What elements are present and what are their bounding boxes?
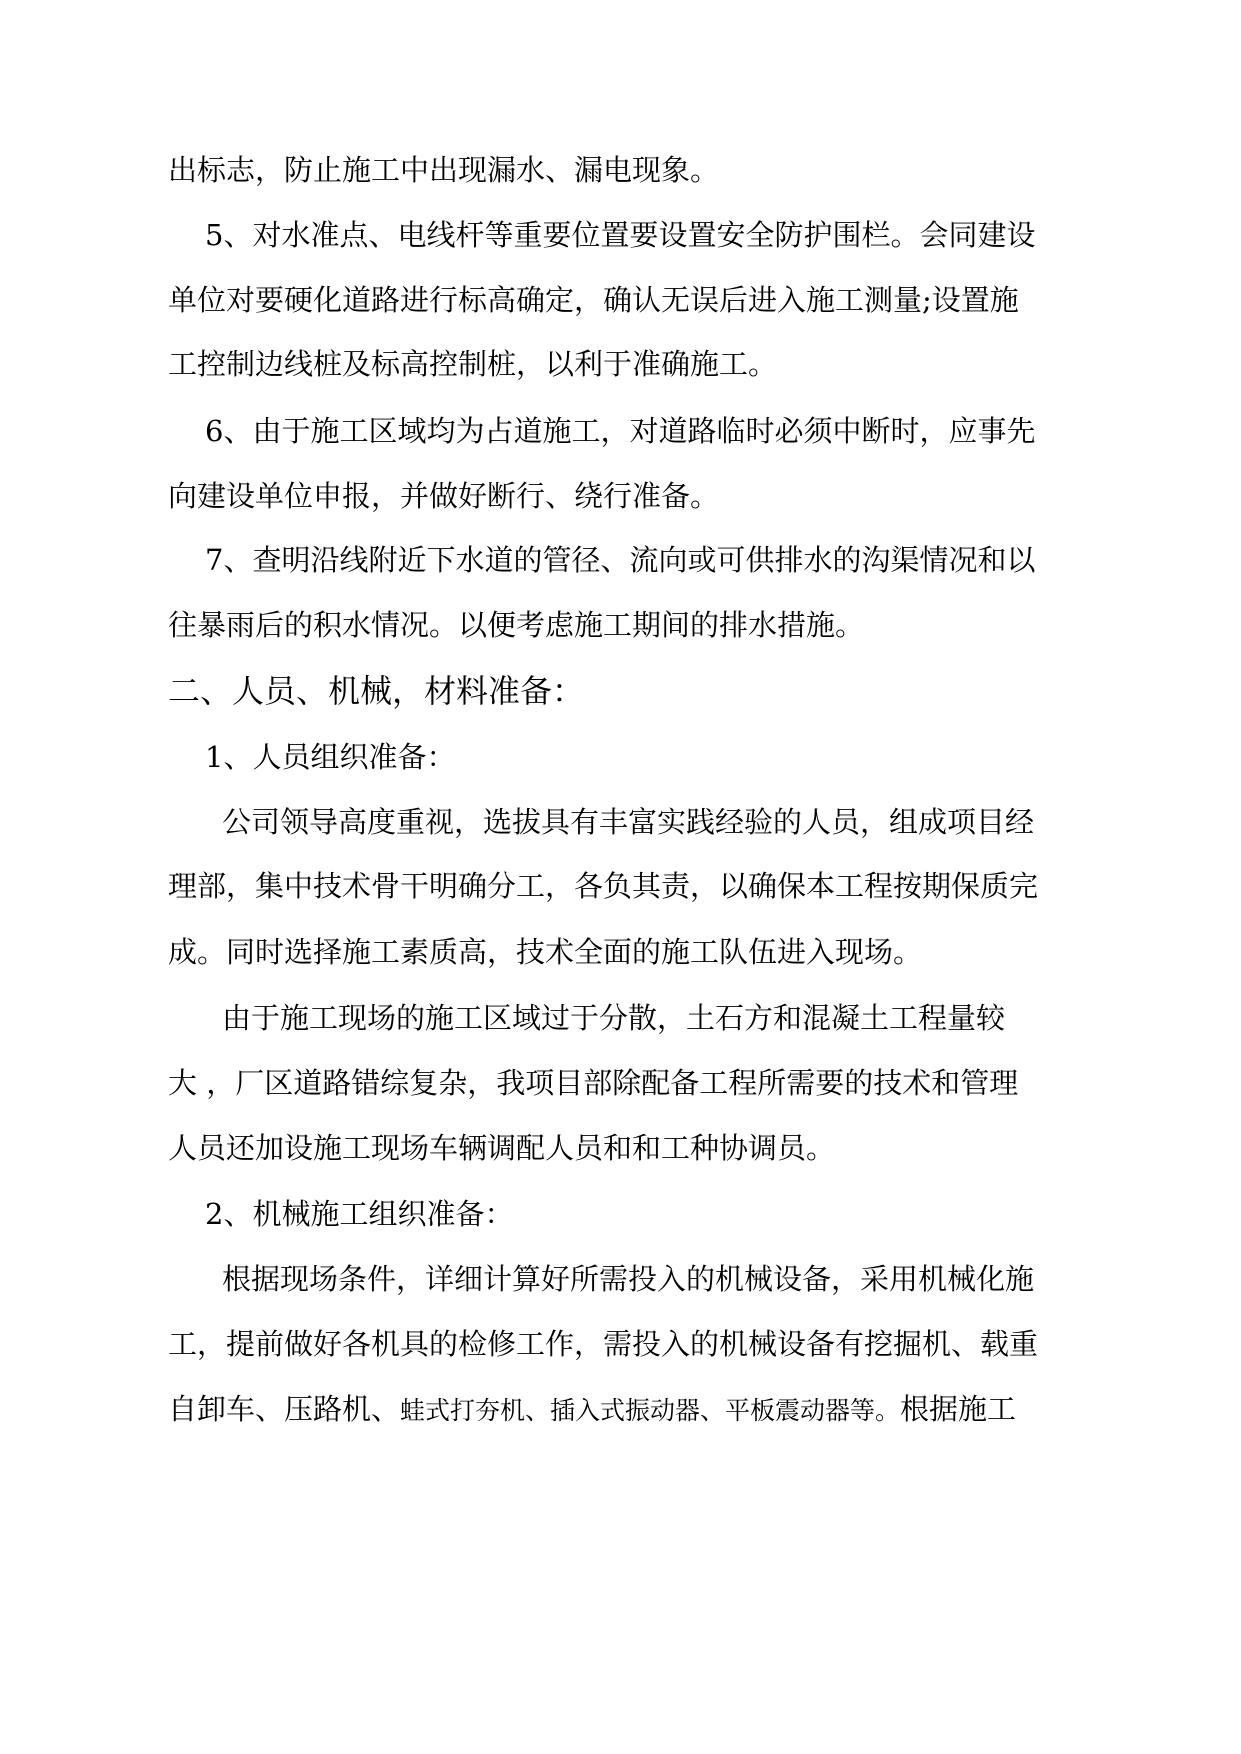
- text-line: 由于施工现场的施工区域过于分散，土石方和混凝土工程量较: [222, 1001, 1006, 1035]
- text-line: 公司领导高度重视，选拔具有丰富实践经验的人员，组成项目经: [222, 805, 1035, 839]
- text-line: 5、对水准点、电线杆等重要位置要设置安全防护围栏。会同建设: [205, 218, 1036, 252]
- text-line: 向建设单位申报，并做好断行、绕行准备。: [168, 479, 720, 513]
- text-line: 往暴雨后的积水情况。以便考虑施工期间的排水措施。: [168, 608, 865, 642]
- text-line: 大 ，厂区道路错综复杂，我项目部除配备工程所需要的技术和管理: [168, 1066, 1019, 1100]
- text-line: 7、查明沿线附近下水道的管径、流向或可供排水的沟渠情况和以: [205, 543, 1036, 577]
- section-heading: 二、人员、机械，材料准备：: [168, 672, 585, 710]
- text-line: 工，提前做好各机具的检修工作，需投入的机械设备有挖掘机、载重: [168, 1327, 1039, 1361]
- text-line: [168, 1389, 1016, 1431]
- text-line: 理部，集中技术骨干明确分工，各负其责，以确保本工程按期保质完: [168, 869, 1039, 903]
- text-segment: 根据施工: [900, 1392, 1017, 1426]
- text-line: 根据现场条件，详细计算好所需投入的机械设备，采用机械化施: [222, 1262, 1035, 1296]
- text-segment-small: 蛙式打夯机、插入式振动器、平板震动器等。: [400, 1396, 901, 1425]
- text-line: 成。同时选择施工素质高，技术全面的施工队伍进入现场。: [168, 935, 923, 969]
- text-line: 6、由于施工区域均为占道施工，对道路临时必须中断时，应事先: [205, 414, 1036, 448]
- text-line: 出标志，防止施工中出现漏水、漏电现象。: [168, 153, 720, 187]
- subsection-heading: 2、机械施工组织准备：: [205, 1197, 514, 1231]
- text-line: 工控制边线桩及标高控制桩，以利于准确施工。: [168, 347, 778, 381]
- text-line: 单位对要硬化道路进行标高确定，确认无误后进入施工测量;设置施: [168, 283, 1019, 317]
- text-segment: 自卸车、压路机、: [168, 1392, 401, 1426]
- text-line: 人员还加设施工现场车辆调配人员和和工种协调员。: [168, 1131, 836, 1165]
- subsection-heading: 1、人员组织准备：: [205, 740, 456, 774]
